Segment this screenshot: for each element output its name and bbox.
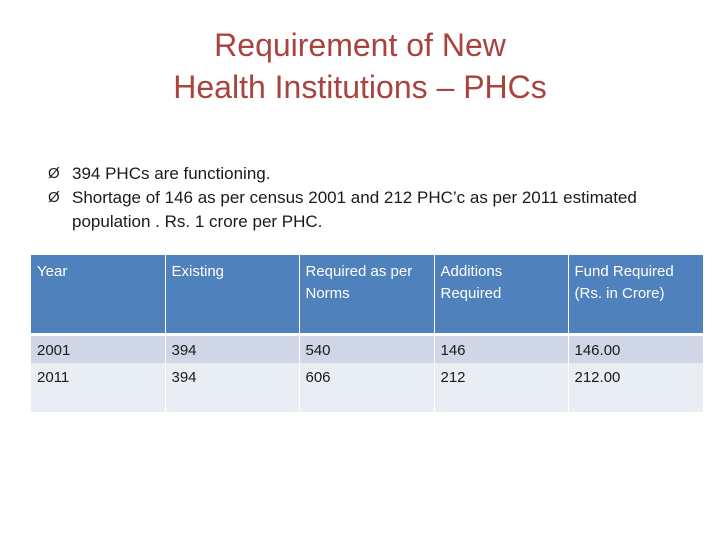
header-line: Additions — [440, 263, 503, 280]
cell-fund: 146.00 — [574, 341, 621, 359]
cell-required: 540 — [299, 334, 434, 363]
header-line: (Rs. in Crore) — [574, 285, 665, 302]
slide-title — [0, 24, 720, 108]
header-line: Required — [440, 285, 502, 302]
header-line: Norms — [305, 285, 350, 302]
header-existing — [165, 255, 299, 334]
cell-existing: 394 — [165, 334, 299, 363]
header-line: Required as per — [305, 263, 413, 280]
bullet-item — [48, 186, 688, 234]
header-line: Fund Required — [574, 263, 674, 280]
header-required-norms — [299, 255, 434, 334]
bullet-text: Shortage of 146 as per census 2001 and 212 PHC’c as per 2011 estimated population . Rs. 1 crore per PHC. — [72, 188, 637, 231]
arrow-bullet-icon: Ø — [48, 165, 60, 182]
cell-required: 606 — [299, 363, 434, 412]
header-line: Year — [37, 263, 68, 280]
cell-additions: 212 — [434, 363, 568, 412]
header-additions-required — [434, 255, 568, 334]
arrow-bullet-icon: Ø — [48, 189, 60, 206]
cell-fund: 212.00 — [574, 369, 621, 386]
table-row — [31, 363, 703, 412]
cell-year: 2001 — [31, 334, 165, 363]
cell-existing: 394 — [165, 363, 299, 412]
phc-requirement-table — [31, 255, 703, 412]
table-header-row — [31, 255, 703, 334]
bullet-item — [48, 162, 688, 186]
cell-year: 2011 — [31, 363, 165, 412]
bullet-list — [48, 162, 688, 234]
header-year — [31, 255, 165, 334]
header-line: Existing — [171, 263, 225, 280]
cell-additions: 146 — [434, 334, 568, 363]
title-line-2: Health Institutions – PHCs — [173, 69, 547, 105]
table-row — [31, 334, 703, 363]
bullet-text: 394 PHCs are functioning. — [72, 164, 271, 183]
header-fund-required — [568, 255, 703, 334]
title-line-1: Requirement of New — [214, 27, 506, 63]
